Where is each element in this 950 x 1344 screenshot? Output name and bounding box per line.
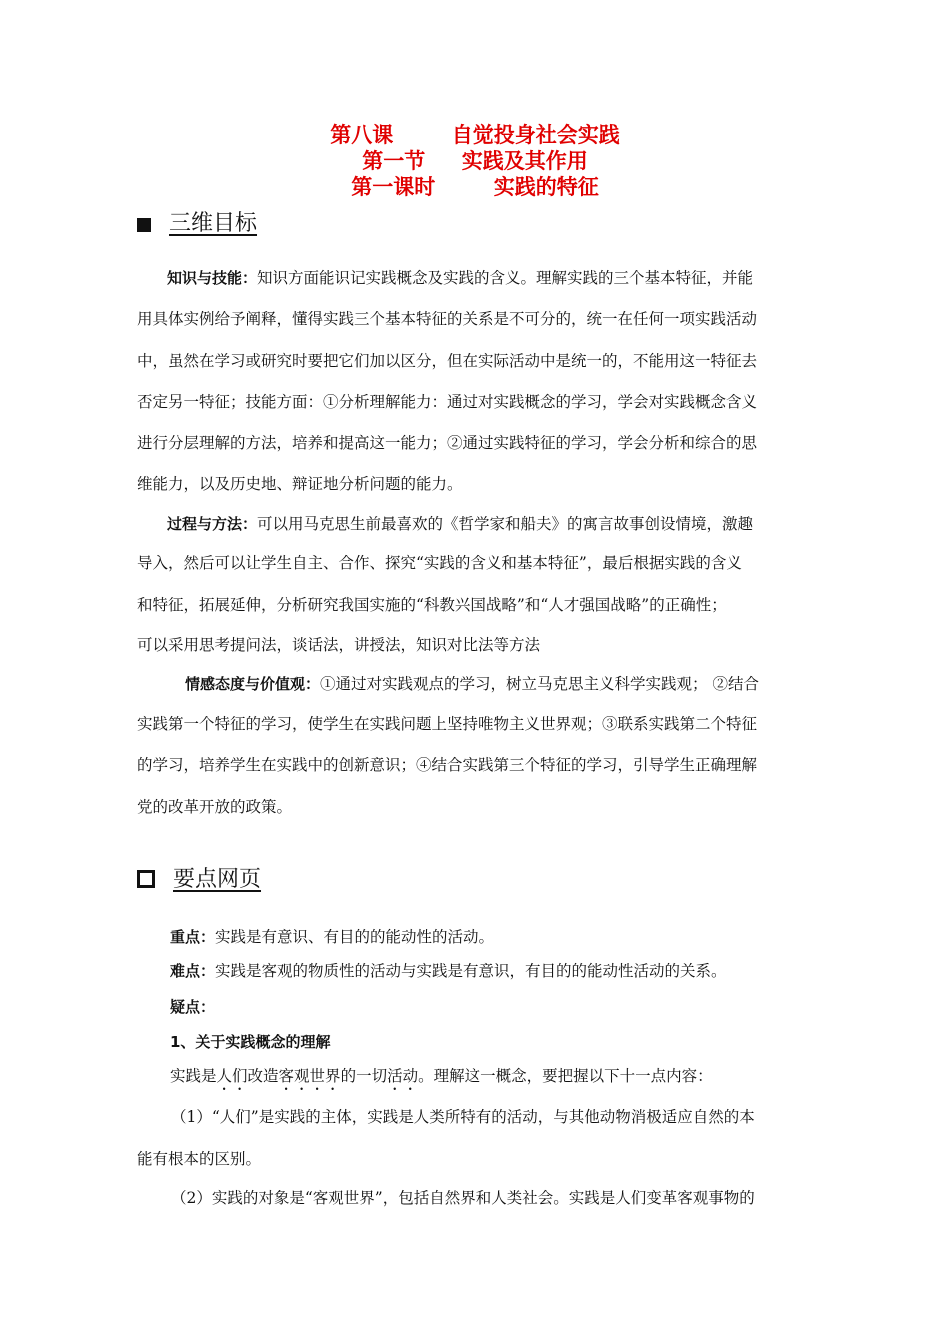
process-label: 过程与方法： — [167, 515, 258, 533]
knowledge-line-2: 用具体实例给予阐释，懂得实践三个基本特征的关系是不可分的，统一在任何一项实践活动 — [137, 310, 758, 328]
definition-text: 实践是 — [170, 1067, 217, 1085]
key-point-line — [137, 926, 850, 948]
section-heading-goals — [137, 210, 257, 238]
section-heading-keypoints — [137, 866, 261, 894]
point-1-line-2: 能有根本的区别。 — [137, 1150, 262, 1168]
process-line-1 — [137, 513, 847, 535]
difficult-point-label: 难点： — [170, 962, 216, 980]
filled-square-bullet-icon — [137, 218, 151, 232]
difficult-point-text: 实践是客观的物质性的活动与实践是有意识，有目的的能动性活动的关系。 — [215, 962, 727, 980]
emotion-label: 情感态度与价值观： — [185, 675, 321, 693]
definition-text: 的一切 — [340, 1067, 388, 1085]
definition-emphasis: 客观世界 — [278, 1067, 341, 1085]
section-heading-label: 三维目标 — [169, 211, 258, 236]
process-line-3: 和特征，拓展延伸，分析研究我国实施的“科教兴国战略”和“人才强国战略”的正确性； — [137, 596, 727, 614]
section-heading-label: 要点网页 — [173, 867, 262, 892]
emotion-line-4: 党的改革开放的政策。 — [137, 798, 293, 816]
doubt-point-label: 疑点： — [170, 998, 216, 1016]
emotion-text: ①通过对实践观点的学习，树立马克思主义科学实践观； ②结合 — [320, 675, 759, 693]
definition-line — [137, 1065, 850, 1094]
point-2-line-1: （2）实践的对象是“客观世界”，包括自然界和人类社会。实践是人们变革客观事物的 — [171, 1189, 755, 1207]
process-line-4: 可以采用思考提问法，谈话法，讲授法，知识对比法等方法 — [137, 636, 541, 654]
knowledge-text: 知识方面能识记实践概念及实践的含义。理解实践的三个基本特征，并能 — [257, 269, 754, 287]
lesson-title: 第八课 自觉投身社会实践 — [330, 123, 620, 147]
knowledge-line-5: 进行分层理解的方法，培养和提高这一能力；②通过实践特征的学习，学会分析和综合的思 — [137, 434, 758, 452]
definition-text: 。理解这一概念，要把握以下十一点内容： — [418, 1067, 713, 1085]
knowledge-line-6: 维能力，以及历史地、辩证地分析问题的能力。 — [137, 475, 463, 493]
sub-heading: 1、关于实践概念的理解 — [170, 1033, 331, 1051]
emotion-line-3: 的学习，培养学生在实践中的创新意识；④结合实践第三个特征的学习，引导学生正确理解 — [137, 756, 758, 774]
point-1-line-1: （1）“人们”是实践的主体，实践是人类所特有的活动，与其他动物消极适应自然的本 — [171, 1108, 755, 1126]
key-point-text: 实践是有意识、有目的的能动性的活动。 — [215, 928, 495, 946]
hollow-square-bullet-icon — [137, 870, 155, 888]
knowledge-line-3: 中，虽然在学习或研究时要把它们加以区分，但在实际活动中是统一的，不能用这一特征去 — [137, 352, 758, 370]
sub-heading-line — [137, 1031, 850, 1053]
definition-emphasis: 人们 — [216, 1067, 248, 1085]
emotion-line-1 — [137, 673, 865, 695]
definition-emphasis: 活动 — [387, 1067, 419, 1085]
process-text: 可以用马克思生前最喜欢的《哲学家和船夫》的寓言故事创设情境，激趣 — [257, 515, 754, 533]
period-title: 第一课时 实践的特征 — [351, 175, 599, 199]
definition-text: 改造 — [247, 1067, 279, 1085]
process-line-2: 导入，然后可以让学生自主、合作、探究“实践的含义和基本特征”，最后根据实践的含义 — [137, 554, 742, 572]
section-title: 第一节 实践及其作用 — [362, 149, 588, 173]
knowledge-label: 知识与技能： — [167, 269, 258, 287]
key-point-label: 重点： — [170, 928, 216, 946]
knowledge-line-4: 否定另一特征；技能方面：①分析理解能力：通过对实践概念的学习，学会对实践概念含义 — [137, 393, 758, 411]
emotion-line-2: 实践第一个特征的学习，使学生在实践问题上坚持唯物主义世界观；③联系实践第二个特征 — [137, 715, 758, 733]
doubt-point-line — [137, 996, 850, 1018]
knowledge-line-1 — [137, 267, 847, 289]
difficult-point-line — [137, 960, 850, 982]
